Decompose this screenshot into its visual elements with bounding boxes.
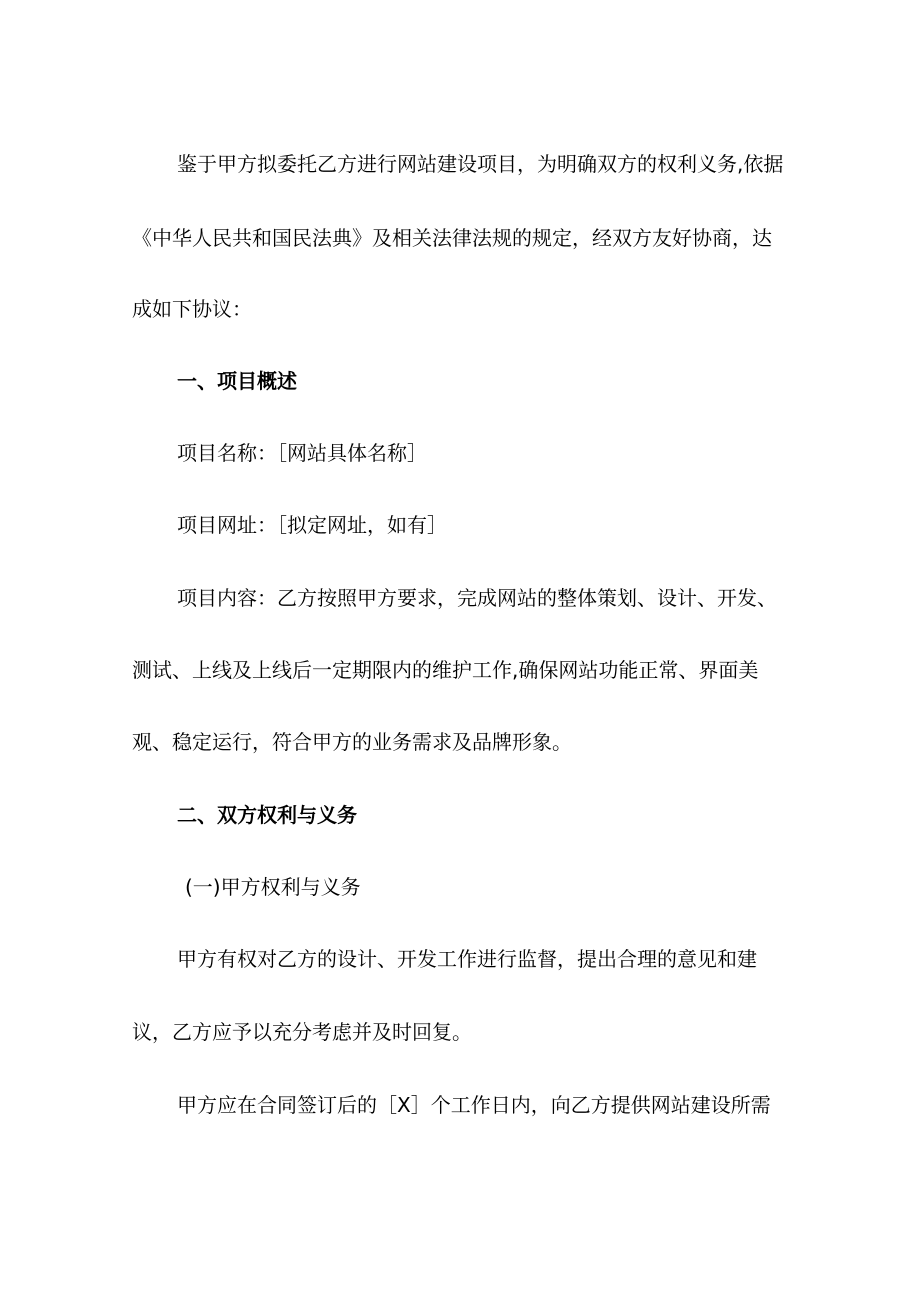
party-a-para-1-line-1: 甲方有权对乙方的设计、开发工作进行监督，提出合理的意见和建	[177, 947, 757, 971]
project-url-line: 项目网址：［拟定网址，如有］	[177, 513, 447, 537]
party-a-para-2-line-1: 甲方应在合同签订后的［X］个工作日内，向乙方提供网站建设所需	[177, 1093, 771, 1117]
party-a-para-1-line-2: 议，乙方应予以充分考虑并及时回复。	[132, 1020, 472, 1044]
intro-line-1: 鉴于甲方拟委托乙方进行网站建设项目，为明确双方的权利义务,依据	[177, 152, 784, 176]
section-1-heading: 一、项目概述	[177, 369, 297, 393]
project-name-line: 项目名称：［网站具体名称］	[177, 441, 427, 465]
project-content-line-2: 测试、上线及上线后一定期限内的维护工作,确保网站功能正常、界面美	[132, 658, 759, 682]
intro-line-2: 《中华人民共和国民法典》及相关法律法规的规定，经双方友好协商，达	[132, 226, 772, 250]
section-2-heading: 二、双方权利与义务	[177, 803, 357, 827]
project-content-line-1: 项目内容：乙方按照甲方要求，完成网站的整体策划、设计、开发、	[177, 586, 777, 610]
project-content-line-3: 观、稳定运行，符合甲方的业务需求及品牌形象。	[132, 730, 572, 754]
section-2-subheading: (一)甲方权利与义务	[185, 875, 361, 899]
intro-line-3: 成如下协议：	[132, 297, 252, 321]
